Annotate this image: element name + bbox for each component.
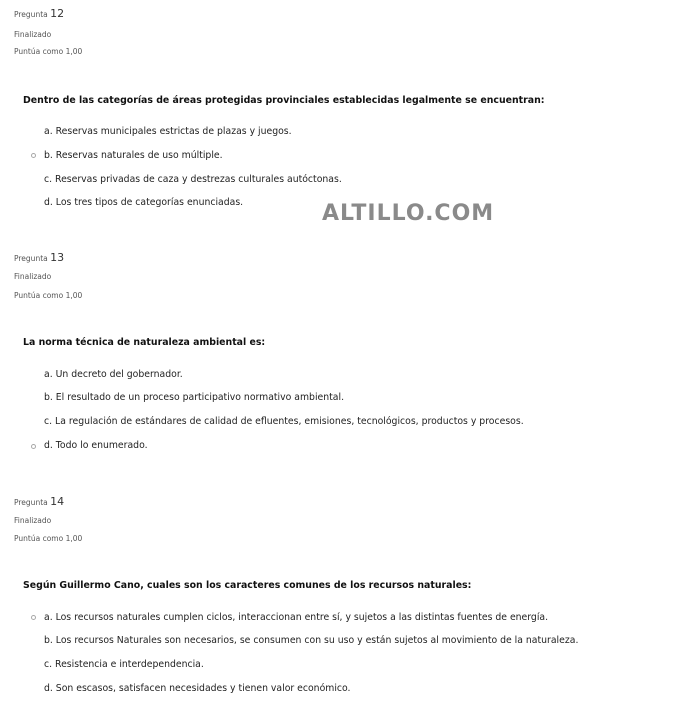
answer-option-d[interactable]: d. Todo lo enumerado. — [44, 440, 148, 451]
answer-option-a[interactable]: a. Los recursos naturales cumplen ciclos, interaccionan entre sí, y sujetos a las distintas fuentes de energía. — [44, 612, 549, 623]
answer-option-a[interactable]: a. Un decreto del gobernador. — [44, 369, 183, 380]
question-label: Pregunta — [14, 498, 48, 507]
answer-option-d[interactable]: d. Los tres tipos de categorías enunciadas. — [44, 197, 244, 208]
watermark: ALTILLO.COM — [322, 201, 495, 226]
question-number: 14 — [50, 495, 65, 508]
selected-indicator[interactable] — [31, 615, 36, 620]
answer-option-b[interactable]: b. Los recursos Naturales son necesarios, se consumen con su uso y están sujetos al movimiento de la naturaleza. — [44, 635, 579, 646]
question-number: 13 — [50, 251, 65, 264]
question-text: Dentro de las categorías de áreas protegidas provinciales establecidas legalmente se encuentran: — [23, 95, 545, 106]
question-label: Pregunta — [14, 254, 48, 263]
question-status: Finalizado — [14, 272, 52, 281]
question-info — [14, 253, 64, 264]
selected-indicator[interactable] — [31, 153, 36, 158]
question-label: Pregunta — [14, 10, 48, 19]
question-info — [14, 497, 64, 508]
question-score: Puntúa como 1,00 — [14, 534, 83, 543]
answer-option-c[interactable]: c. Reservas privadas de caza y destrezas culturales autóctonas. — [44, 174, 342, 185]
question-text: La norma técnica de naturaleza ambiental es: — [23, 337, 266, 348]
answer-option-a[interactable]: a. Reservas municipales estrictas de plazas y juegos. — [44, 126, 292, 137]
question-status: Finalizado — [14, 516, 52, 525]
answer-option-d[interactable]: d. Son escasos, satisfacen necesidades y tienen valor económico. — [44, 683, 351, 694]
answer-option-c[interactable]: c. La regulación de estándares de calidad de efluentes, emisiones, tecnológicos, productos y procesos. — [44, 416, 524, 427]
question-score: Puntúa como 1,00 — [14, 47, 83, 56]
question-number: 12 — [50, 7, 65, 20]
selected-indicator[interactable] — [31, 444, 36, 449]
answer-option-b[interactable]: b. El resultado de un proceso participativo normativo ambiental. — [44, 392, 345, 403]
question-score: Puntúa como 1,00 — [14, 291, 83, 300]
question-info — [14, 9, 64, 20]
answer-option-b[interactable]: b. Reservas naturales de uso múltiple. — [44, 150, 223, 161]
question-text: Según Guillermo Cano, cuales son los caracteres comunes de los recursos naturales: — [23, 580, 472, 591]
question-status: Finalizado — [14, 30, 52, 39]
answer-option-c[interactable]: c. Resistencia e interdependencia. — [44, 659, 204, 670]
